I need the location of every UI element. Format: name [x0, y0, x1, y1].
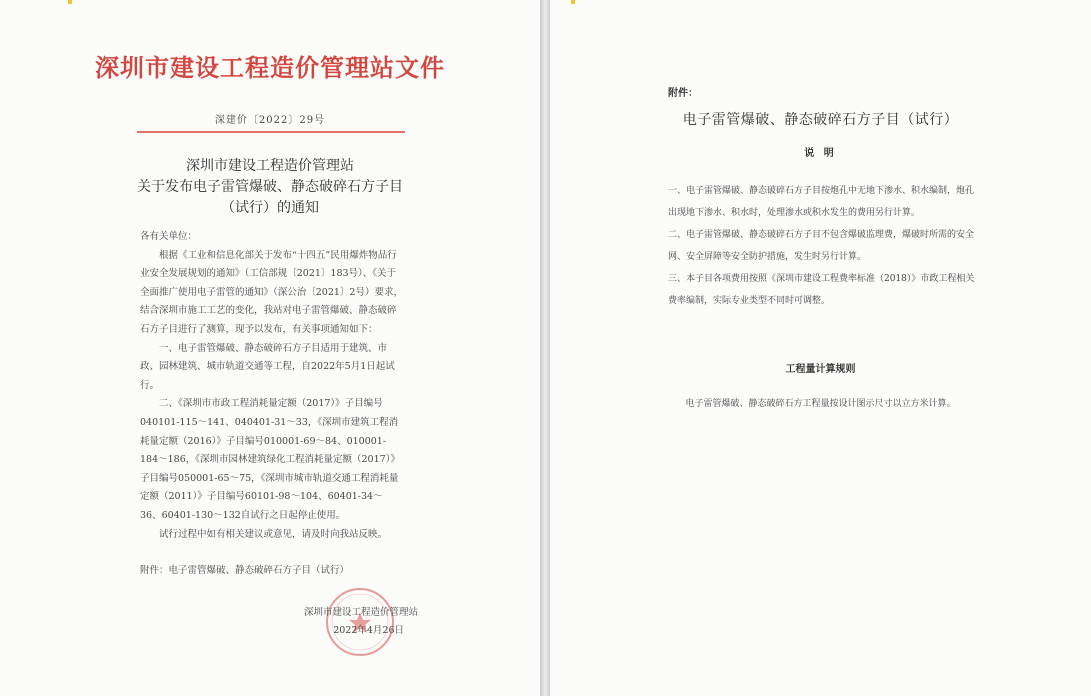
body-paragraph: 二、《深圳市市政工程消耗量定额（2017）》子目编号040101-115～141、040401-31～33，《深圳市建筑工程消耗量定额（2016）》子目编号010001-69～84、010001-184～186，《深圳市园林建筑绿化工程消耗量定额（2017）》子目编号050001-65～75，《深圳市城市轨道交通工程消耗量定额（2011）》子目编号60101-98～104、60401-34～36、60401-130～132自试行之日起停止使用。 [140, 398, 400, 521]
signature-date: 2022年4月26日 [333, 625, 404, 636]
notice-title-line: 关于发布电子雷管爆破、静态破碎石方子目 [137, 179, 403, 195]
explanation-heading: 说 明 [804, 148, 837, 159]
notice-body [140, 228, 404, 581]
document-red-header: 深圳市建设工程造价管理站文件 [95, 53, 445, 82]
red-divider-line [137, 131, 405, 133]
attachment-label: 附件： [668, 88, 698, 99]
salutation: 各有关单位： [140, 231, 198, 242]
explanation-paragraph: 三、本子目各项费用按照《深圳市建设工程费率标准（2018）》市政工程相关费率编制，实际专业类型不同时可调整。 [668, 274, 975, 306]
attachment-line: 附件：电子雷管爆破、静态破碎石方子目（试行） [140, 565, 350, 577]
signature-block [268, 604, 418, 640]
right-document-page [550, 0, 1091, 696]
attachment-title: 电子雷管爆破、静态破碎石方子目（试行） [682, 112, 959, 128]
notice-title-line: （试行）的通知 [221, 200, 319, 216]
body-paragraph: 根据《工业和信息化部关于发布“十四五”民用爆炸物品行业安全发展规划的通知》（工信部规〔2021〕183号）、《关于全面推广使用电子雷管的通知》（深公治〔2021〕2号）要求，结合深圳市施工工艺的变化，我站对电子雷管爆破、静态破碎石方子目进行了测算，现予以发布，有关事项通知如下： [140, 249, 403, 335]
body-paragraph: 一、电子雷管爆破、静态破碎石方子目适用于建筑、市政、园林建筑、城市轨道交通等工程，自2022年5月1日起试行。 [140, 342, 395, 391]
explanation-paragraph: 一、电子雷管爆破、静态破碎石方子目按炮孔中无地下渗水、积水编制，炮孔出现地下渗水、积水时，处理渗水或积水发生的费用另行计算。 [668, 186, 975, 218]
body-paragraph: 试行过程中如有相关建议或意见，请及时向我站反映。 [159, 528, 388, 540]
notice-title-line: 深圳市建设工程造价管理站 [186, 158, 354, 174]
scan-edge-mark [68, 0, 72, 4]
scan-edge-mark [571, 0, 575, 4]
document-number: 深建价〔2022〕29号 [214, 115, 326, 126]
calculation-rules-text: 电子雷管爆破、静态破碎石方工程量按设计图示尺寸以立方米计算。 [685, 399, 956, 409]
explanation-body [668, 180, 978, 312]
notice-title [0, 156, 540, 219]
calculation-rules-heading: 工程量计算规则 [785, 364, 856, 375]
explanation-paragraph: 二、电子雷管爆破、静态破碎石方子目不包含爆破监理费，爆破时所需的安全网、安全屏障等安全防护措施，发生时另行计算。 [668, 230, 975, 262]
signature-organization: 深圳市建设工程造价管理站 [303, 607, 418, 618]
page-gutter [540, 0, 550, 696]
